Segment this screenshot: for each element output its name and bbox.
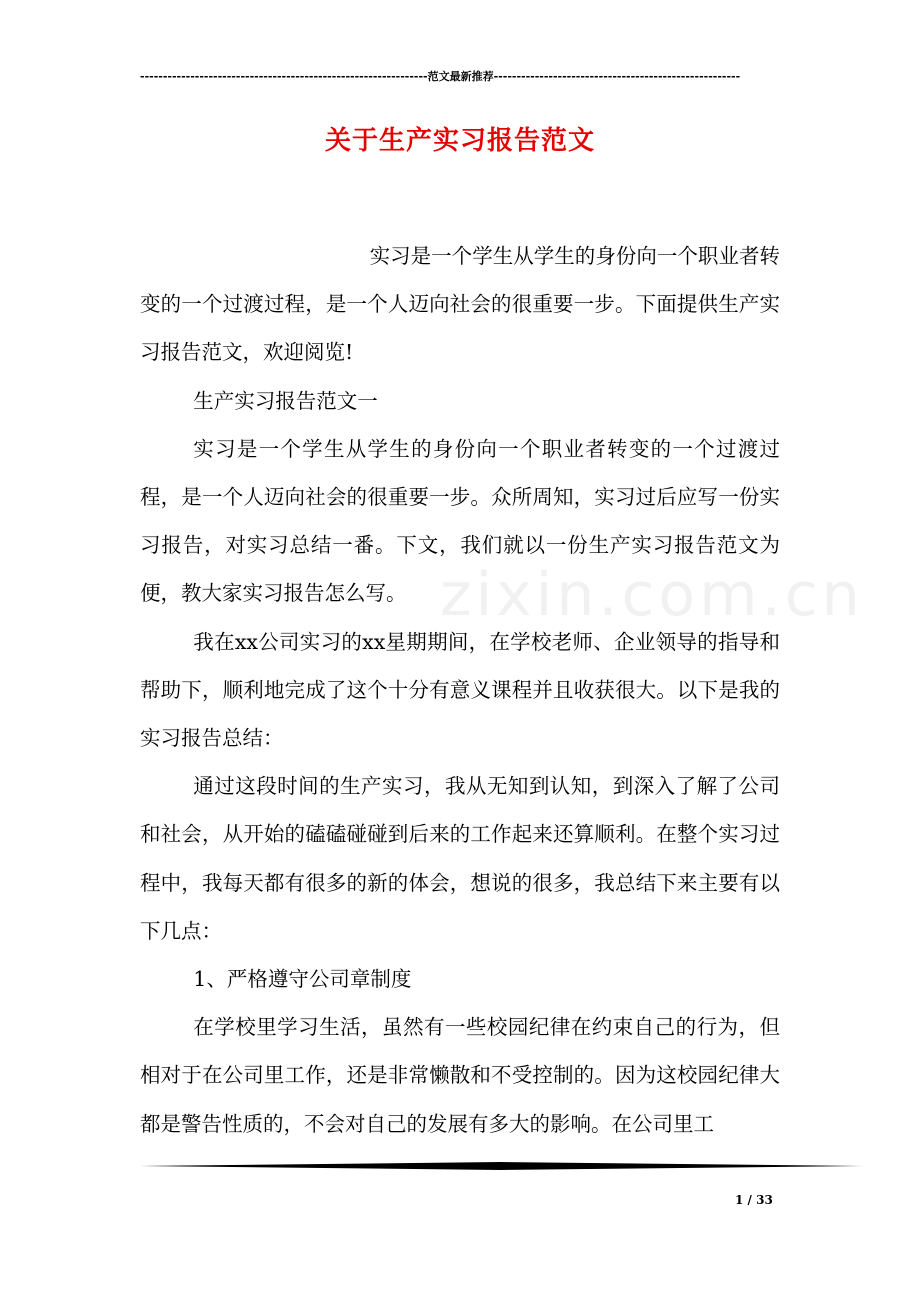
body-paragraph: 实习是一个学生从学生的身份向一个职业者转变的一个过渡过程，是一个人迈向社会的很重要一步。众所周知，实习过后应写一份实习报告，对实习总结一番。下文，我们就以一份生产实习报告范文为便，教大家实习报告怎么写。	[140, 436, 780, 606]
body-paragraph: 在学校里学习生活，虽然有一些校园纪律在约束自己的行为，但相对于在公司里工作，还是非常懒散和不受控制的。因为这校园纪律大都是警告性质的，不会对自己的发展有多大的影响。在公司里工	[140, 1015, 780, 1136]
section-heading: 生产实习报告范文一	[193, 388, 378, 413]
header-banner: ---------------------------------------------------------------范文最新推荐------------------------------------------------------	[140, 70, 741, 83]
intro-paragraph: 实习是一个学生从学生的身份向一个职业者转变的一个过渡过程，是一个人迈向社会的很重要一步。下面提供生产实习报告范文，欢迎阅览!	[140, 244, 780, 365]
footer-divider	[140, 1162, 862, 1170]
page-number: 1 / 33	[735, 1193, 773, 1207]
document-title: 关于生产实习报告范文	[324, 126, 595, 156]
document-body	[140, 232, 780, 1148]
list-heading: 1、严格遵守公司章制度	[193, 967, 412, 992]
watermark: zixin.com.cn	[440, 560, 864, 630]
body-paragraph: 通过这段时间的生产实习，我从无知到认知，到深入了解了公司和社会，从开始的磕磕碰碰到后来的工作起来还算顺利。在整个实习过程中，我每天都有很多的新的体会，想说的很多，我总结下来主要有以下几点：	[140, 774, 780, 943]
body-paragraph: 我在xx公司实习的xx星期期间，在学校老师、企业领导的指导和帮助下，顺利地完成了这个十分有意义课程并且收获很大。以下是我的实习报告总结：	[140, 629, 780, 751]
